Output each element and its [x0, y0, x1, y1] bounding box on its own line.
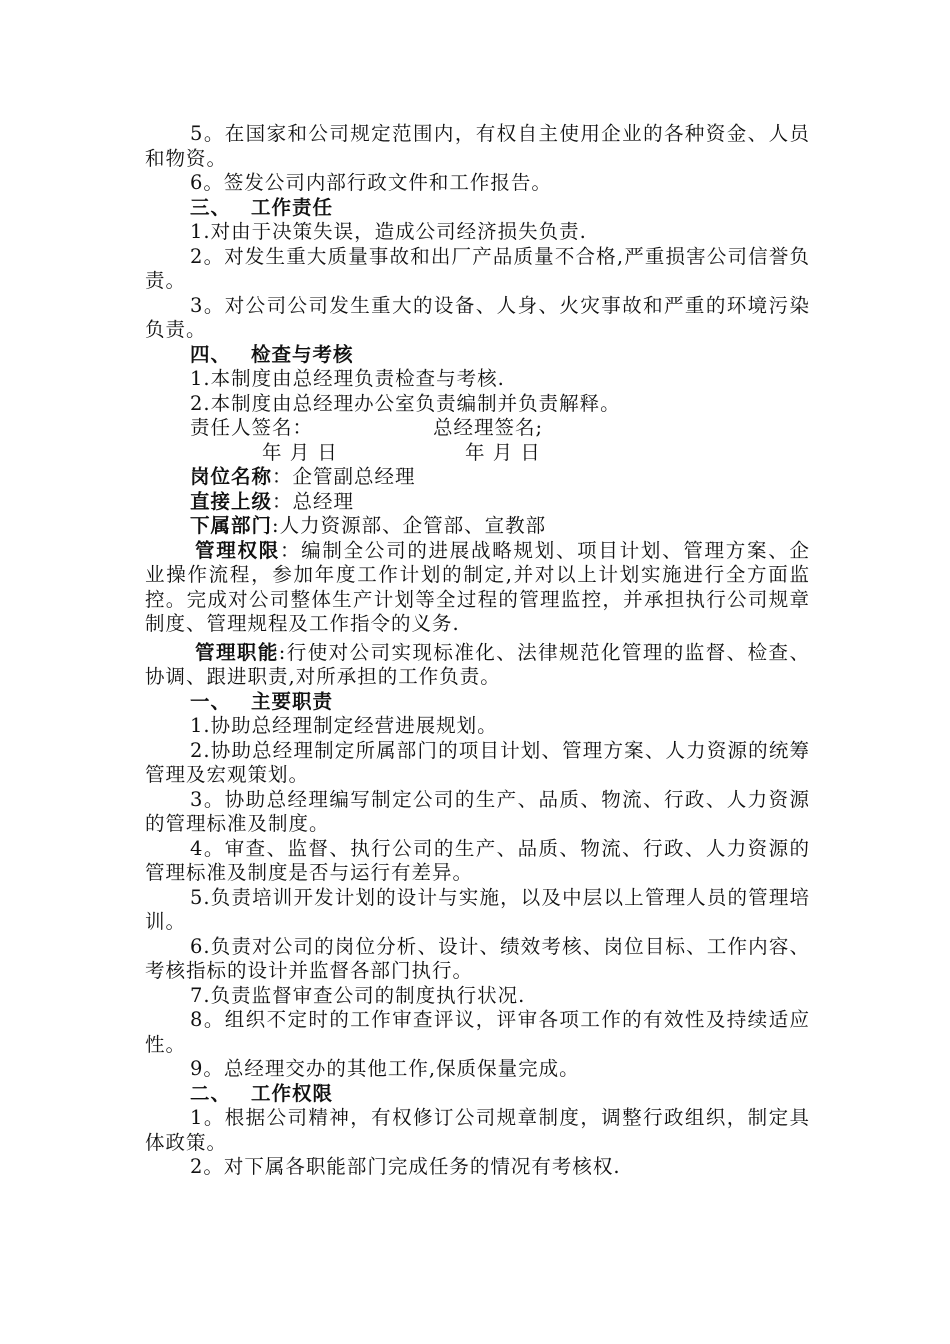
paragraph: 8。组织不定时的工作审查评议，评审各项工作的有效性及持续适应性。 — [145, 1008, 810, 1056]
position-name-field: 岗位名称：企管副总经理 — [190, 465, 416, 488]
responsible-date: 年 月 日 — [262, 440, 338, 464]
paragraph: 3。对公司公司发生重大的设备、人身、火灾事故和严重的环境污染负责。 — [145, 293, 810, 341]
paragraph: 1.对由于决策失误，造成公司经济损失负责. — [190, 220, 587, 243]
document-page — [145, 122, 810, 1180]
section-heading: 三、 工作责任 — [190, 195, 334, 219]
paragraph: 2.本制度由总经理办公室负责编制并负责解释。 — [190, 391, 621, 415]
section-heading: 四、 检查与考核 — [190, 342, 354, 366]
paragraph: 7.负责监督审查公司的制度执行状况. — [190, 983, 526, 1007]
management-function: 管理职能:行使对公司实现标准化、法律规范化管理的监督、检查、协调、跟进职责,对所承担的工作负责。 — [145, 640, 810, 688]
paragraph: 1.本制度由总经理负责检查与考核. — [190, 367, 505, 390]
gm-signature-label: 总经理签名; — [433, 416, 544, 439]
paragraph: 4。审查、监督、执行公司的生产、品质、物流、行政、人力资源的管理标准及制度是否与运行有差异。 — [145, 836, 810, 884]
paragraph: 6.负责对公司的岗位分析、设计、绩效考核、岗位目标、工作内容、考核指标的设计并监督各部门执行。 — [145, 934, 810, 982]
section-heading: 二、 工作权限 — [190, 1081, 334, 1105]
paragraph: 2。对发生重大质量事故和出厂产品质量不合格,严重损害公司信誉负责。 — [145, 244, 810, 292]
paragraph: 5.负责培训开发计划的设计与实施，以及中层以上管理人员的管理培训。 — [145, 885, 810, 933]
paragraph: 9。总经理交办的其他工作,保质保量完成。 — [190, 1057, 580, 1080]
section-heading: 一、 主要职责 — [190, 689, 334, 713]
date-row — [145, 441, 810, 466]
responsible-signature-label: 责任人签名： — [190, 416, 314, 439]
paragraph: 2。对下属各职能部门完成任务的情况有考核权. — [190, 1155, 621, 1178]
paragraph: 5。在国家和公司规定范围内，有权自主使用企业的各种资金、人员和物资。 — [145, 122, 810, 170]
paragraph: 1.协助总经理制定经营进展规划。 — [190, 714, 498, 737]
direct-superior-field: 直接上级：总经理 — [190, 489, 355, 513]
subordinate-departments-field: 下属部门:人力资源部、企管部、宣教部 — [190, 514, 547, 537]
paragraph: 6。签发公司内部行政文件和工作报告。 — [190, 171, 552, 194]
signature-row — [145, 416, 810, 441]
paragraph: 3。协助总经理编写制定公司的生产、品质、物流、行政、人力资源的管理标准及制度。 — [145, 787, 810, 835]
paragraph: 1。根据公司精神，有权修订公司规章制度，调整行政组织，制定具体政策。 — [145, 1106, 810, 1154]
management-authority: 管理权限：编制全公司的进展战略规划、项目计划、管理方案、企业操作流程，参加年度工作计划的制定,并对以上计划实施进行全方面监控。完成对公司整体生产计划等全过程的管理监控，并承担执行公司规章制度、管理规程及工作指令的义务. — [145, 538, 810, 635]
paragraph: 2.协助总经理制定所属部门的项目计划、管理方案、人力资源的统筹管理及宏观策划。 — [145, 738, 810, 786]
gm-date: 年 月 日 — [465, 440, 541, 464]
